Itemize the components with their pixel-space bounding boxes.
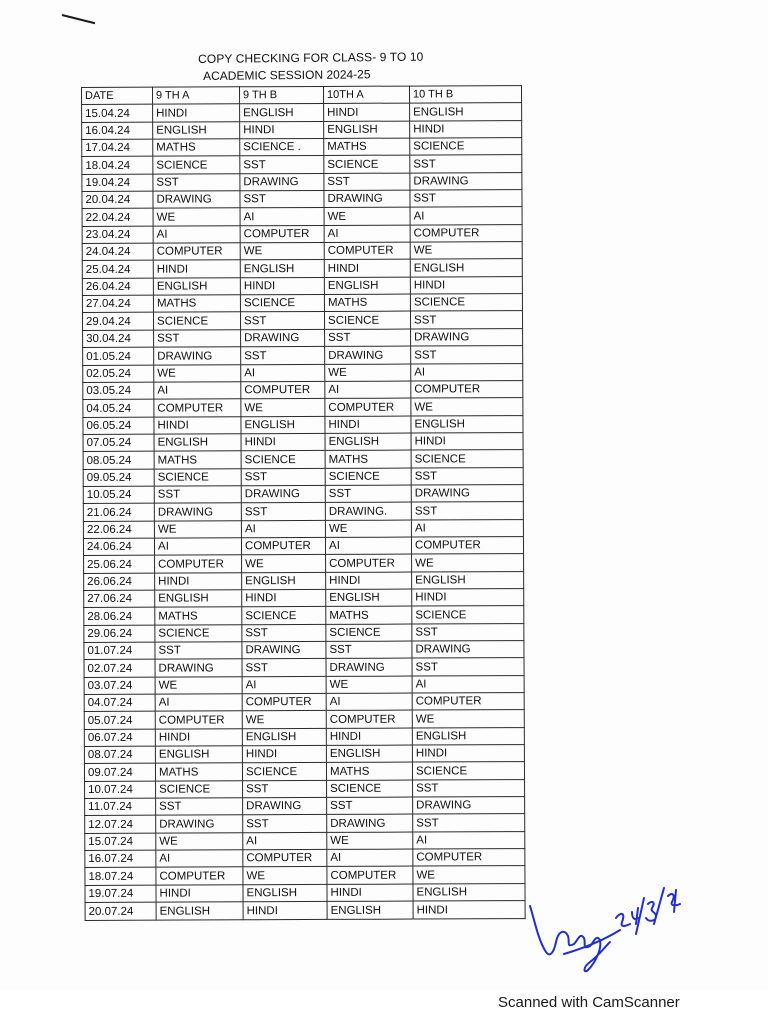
cell-date: 19.07.24 <box>85 885 156 903</box>
cell-date: 15.07.24 <box>85 833 156 851</box>
header-cell-date: DATE <box>82 87 153 105</box>
table-row <box>85 831 525 850</box>
cell-10th-a: COMPUTER <box>326 554 412 572</box>
cell-9th-b: SST <box>240 156 324 174</box>
cell-9th-a: HINDI <box>155 729 242 747</box>
cell-9th-a: ENGLISH <box>154 434 241 452</box>
cell-9th-b: HINDI <box>242 589 326 607</box>
table-row <box>85 901 525 920</box>
table-row <box>85 797 525 816</box>
cell-9th-a: AI <box>154 538 241 556</box>
cell-9th-a: AI <box>154 382 241 400</box>
cell-10th-b: SST <box>413 814 525 832</box>
table-row <box>82 224 522 243</box>
cell-9th-a: AI <box>155 694 242 712</box>
table-row <box>83 398 523 417</box>
cell-9th-b: WE <box>242 555 326 573</box>
cell-9th-a: DRAWING <box>156 815 243 833</box>
cell-9th-b: HINDI <box>243 902 327 920</box>
cell-date: 03.07.24 <box>84 677 155 695</box>
cell-10th-b: SCIENCE <box>410 294 522 312</box>
cell-date: 23.04.24 <box>82 226 153 244</box>
cell-9th-a: ENGLISH <box>156 902 243 920</box>
table-row <box>84 745 524 764</box>
cell-date: 21.06.24 <box>83 503 154 521</box>
cell-10th-b: SCIENCE <box>412 606 524 624</box>
cell-10th-a: SCIENCE <box>326 624 412 642</box>
cell-9th-a: MATHS <box>153 139 240 157</box>
cell-9th-b: AI <box>241 364 325 382</box>
cell-date: 17.04.24 <box>82 139 153 157</box>
cell-9th-a: WE <box>155 676 242 694</box>
cell-date: 16.07.24 <box>85 850 156 868</box>
cell-10th-a: AI <box>324 225 410 243</box>
cell-9th-b: COMPUTER <box>242 693 326 711</box>
cell-9th-a: MATHS <box>153 295 240 313</box>
cell-10th-a: SST <box>327 797 413 815</box>
cell-date: 01.07.24 <box>84 642 155 660</box>
table-row <box>82 276 522 295</box>
table-row <box>83 450 523 469</box>
handwritten-signature <box>524 878 684 978</box>
cell-9th-b: SST <box>242 659 326 677</box>
cell-date: 06.05.24 <box>83 417 154 435</box>
table-row <box>82 259 522 278</box>
cell-10th-b: ENGLISH <box>410 103 522 121</box>
cell-10th-a: SCIENCE <box>324 312 410 330</box>
cell-9th-b: ENGLISH <box>241 416 325 434</box>
cell-10th-b: DRAWING <box>412 641 524 659</box>
cell-date: 05.07.24 <box>84 712 155 730</box>
cell-10th-a: AI <box>325 381 411 399</box>
cell-10th-a: HINDI <box>325 416 411 434</box>
cell-10th-a: WE <box>325 364 411 382</box>
cell-9th-a: SST <box>154 486 241 504</box>
table-row <box>84 554 524 573</box>
cell-10th-b: SCIENCE <box>411 450 523 468</box>
cell-9th-a: COMPUTER <box>155 711 242 729</box>
cell-9th-a: COMPUTER <box>156 867 243 885</box>
cell-9th-b: ENGLISH <box>242 572 326 590</box>
cell-10th-b: SCIENCE <box>412 762 524 780</box>
cell-9th-b: COMPUTER <box>241 381 325 399</box>
schedule-table-wrapper <box>81 85 526 920</box>
cell-9th-a: DRAWING <box>153 191 240 209</box>
cell-10th-b: SST <box>411 502 523 520</box>
cell-10th-a: DRAWING <box>326 658 412 676</box>
cell-9th-a: SST <box>154 330 241 348</box>
table-row <box>82 103 522 122</box>
table-row <box>82 155 522 174</box>
cell-9th-b: AI <box>240 208 324 226</box>
cell-10th-b: AI <box>410 207 522 225</box>
table-row <box>82 172 522 191</box>
cell-9th-b: DRAWING <box>243 798 327 816</box>
table-row <box>83 346 523 365</box>
cell-date: 06.07.24 <box>84 729 155 747</box>
cell-10th-a: HINDI <box>324 260 410 278</box>
cell-9th-a: AI <box>156 850 243 868</box>
cell-10th-b: WE <box>413 866 525 884</box>
table-row <box>82 138 522 157</box>
cell-9th-b: SST <box>241 347 325 365</box>
table-row <box>83 328 523 347</box>
cell-9th-a: SCIENCE <box>156 781 243 799</box>
cell-date: 19.04.24 <box>82 174 153 192</box>
cell-10th-b: ENGLISH <box>413 883 525 901</box>
table-row <box>82 207 522 226</box>
cell-10th-b: HINDI <box>411 432 523 450</box>
cell-9th-a: MATHS <box>155 763 242 781</box>
cell-10th-a: AI <box>326 693 412 711</box>
table-row <box>83 537 523 556</box>
cell-9th-a: WE <box>154 520 241 538</box>
signature-stroke-date <box>616 888 680 934</box>
table-row <box>84 641 524 660</box>
cell-9th-b: SST <box>241 503 325 521</box>
cell-date: 24.04.24 <box>82 243 153 261</box>
cell-10th-b: WE <box>410 242 522 260</box>
cell-10th-b: SST <box>413 779 525 797</box>
cell-9th-b: SCIENCE <box>240 295 324 313</box>
table-row <box>84 693 524 712</box>
cell-10th-a: HINDI <box>326 728 412 746</box>
cell-9th-b: AI <box>241 520 325 538</box>
cell-10th-b: DRAWING <box>413 797 525 815</box>
cell-10th-b: COMPUTER <box>413 849 525 867</box>
cell-9th-a: WE <box>154 364 241 382</box>
cell-9th-b: SCIENCE <box>242 763 326 781</box>
cell-9th-a: HINDI <box>155 572 242 590</box>
cell-10th-a: AI <box>325 537 411 555</box>
cell-9th-a: ENGLISH <box>153 121 240 139</box>
table-row <box>82 190 522 209</box>
cell-10th-b: WE <box>412 554 524 572</box>
cell-date: 26.06.24 <box>84 573 155 591</box>
cell-9th-a: WE <box>156 833 243 851</box>
cell-9th-a: MATHS <box>154 451 241 469</box>
cell-9th-a: SCIENCE <box>153 156 240 174</box>
cell-date: 30.04.24 <box>83 330 154 348</box>
cell-10th-a: MATHS <box>324 138 410 156</box>
cell-date: 08.05.24 <box>83 451 154 469</box>
table-row <box>82 294 522 313</box>
cell-9th-b: HINDI <box>241 433 325 451</box>
cell-9th-b: HINDI <box>240 277 324 295</box>
cell-9th-a: SCIENCE <box>153 312 240 330</box>
header-cell-10th-b: 10 TH B <box>409 86 521 104</box>
cell-9th-a: SCIENCE <box>155 624 242 642</box>
cell-9th-b: AI <box>243 832 327 850</box>
cell-date: 07.05.24 <box>83 434 154 452</box>
table-row <box>82 120 522 139</box>
table-row <box>84 623 524 642</box>
table-row <box>84 675 524 694</box>
cell-9th-a: HINDI <box>154 416 241 434</box>
cell-9th-b: HINDI <box>242 745 326 763</box>
cell-9th-a: DRAWING <box>154 503 241 521</box>
cell-9th-b: WE <box>242 711 326 729</box>
cell-9th-b: SST <box>242 624 326 642</box>
cell-date: 09.07.24 <box>84 764 155 782</box>
cell-9th-b: ENGLISH <box>240 104 324 122</box>
cell-date: 20.04.24 <box>82 191 153 209</box>
cell-date: 25.04.24 <box>82 261 153 279</box>
cell-9th-b: SST <box>243 780 327 798</box>
cell-9th-b: DRAWING <box>242 641 326 659</box>
table-row <box>84 658 524 677</box>
cell-9th-b: SST <box>243 815 327 833</box>
cell-9th-b: HINDI <box>240 121 324 139</box>
table-row <box>83 380 523 399</box>
cell-10th-a: MATHS <box>326 606 412 624</box>
table-row <box>85 779 525 798</box>
scanner-watermark-text: Scanned with CamScanner <box>498 994 680 1011</box>
cell-date: 29.04.24 <box>82 313 153 331</box>
cell-10th-b: SST <box>412 658 524 676</box>
cell-9th-b: ENGLISH <box>243 884 327 902</box>
table-row <box>84 727 524 746</box>
cell-date: 04.05.24 <box>83 399 154 417</box>
cell-date: 15.04.24 <box>82 105 153 123</box>
cell-10th-a: WE <box>324 207 410 225</box>
cell-10th-a: ENGLISH <box>326 745 412 763</box>
cell-10th-b: DRAWING <box>411 328 523 346</box>
cell-10th-a: MATHS <box>326 762 412 780</box>
cell-10th-b: HINDI <box>410 120 522 138</box>
cell-date: 27.04.24 <box>82 295 153 313</box>
cell-10th-b: SCIENCE <box>410 138 522 156</box>
table-row <box>82 242 522 261</box>
cell-date: 20.07.24 <box>85 902 156 920</box>
cell-9th-b: DRAWING <box>241 329 325 347</box>
cell-10th-b: AI <box>411 363 523 381</box>
cell-9th-a: DRAWING <box>155 659 242 677</box>
cell-10th-a: ENGLISH <box>326 589 412 607</box>
cell-date: 26.04.24 <box>82 278 153 296</box>
cell-9th-b: SST <box>240 312 324 330</box>
cell-date: 02.05.24 <box>83 365 154 383</box>
header-cell-9th-b: 9 TH B <box>240 86 324 104</box>
cell-10th-b: SST <box>412 623 524 641</box>
cell-10th-b: HINDI <box>410 276 522 294</box>
cell-10th-b: HINDI <box>412 745 524 763</box>
cell-10th-a: SST <box>326 641 412 659</box>
cell-10th-b: SST <box>410 155 522 173</box>
header-cell-9th-a: 9 TH A <box>153 87 240 105</box>
document-subtitle: ACADEMIC SESSION 2024-25 <box>203 67 371 83</box>
cell-date: 22.04.24 <box>82 209 153 227</box>
cell-10th-b: ENGLISH <box>412 571 524 589</box>
cell-10th-b: SST <box>410 190 522 208</box>
header-cell-10th-a: 10TH A <box>323 86 409 104</box>
cell-date: 27.06.24 <box>84 590 155 608</box>
cell-date: 11.07.24 <box>85 798 156 816</box>
cell-10th-a: MATHS <box>325 450 411 468</box>
cell-10th-b: AI <box>412 675 524 693</box>
cell-date: 10.07.24 <box>85 781 156 799</box>
cell-date: 16.04.24 <box>82 122 153 140</box>
cell-date: 18.04.24 <box>82 157 153 175</box>
cell-10th-b: HINDI <box>413 901 525 919</box>
table-row <box>84 762 524 781</box>
cell-10th-a: DRAWING. <box>325 502 411 520</box>
cell-date: 08.07.24 <box>84 746 155 764</box>
cell-date: 22.06.24 <box>83 521 154 539</box>
cell-10th-a: HINDI <box>326 572 412 590</box>
cell-date: 12.07.24 <box>85 816 156 834</box>
cell-10th-a: SST <box>324 173 410 191</box>
table-row <box>83 467 523 486</box>
cell-9th-b: SST <box>240 191 324 209</box>
cell-10th-b: ENGLISH <box>412 727 524 745</box>
cell-10th-b: HINDI <box>412 589 524 607</box>
cell-10th-a: SST <box>325 329 411 347</box>
cell-10th-b: WE <box>412 710 524 728</box>
cell-9th-a: MATHS <box>155 607 242 625</box>
cell-date: 03.05.24 <box>83 382 154 400</box>
cell-9th-b: ENGLISH <box>240 260 324 278</box>
cell-9th-b: WE <box>240 243 324 261</box>
cell-10th-b: SST <box>411 467 523 485</box>
cell-10th-b: ENGLISH <box>411 415 523 433</box>
signature-stroke-name <box>530 906 610 971</box>
cell-9th-a: SCIENCE <box>154 468 241 486</box>
table-row <box>85 883 525 902</box>
table-row <box>82 311 522 330</box>
cell-9th-a: DRAWING <box>154 347 241 365</box>
cell-9th-b: SST <box>241 468 325 486</box>
cell-10th-b: COMPUTER <box>411 380 523 398</box>
table-row <box>85 814 525 833</box>
cell-9th-a: SST <box>156 798 243 816</box>
cell-10th-b: SST <box>410 311 522 329</box>
cell-9th-a: WE <box>153 208 240 226</box>
cell-9th-b: COMPUTER <box>241 537 325 555</box>
cell-9th-b: SCIENCE <box>242 607 326 625</box>
cell-9th-a: ENGLISH <box>155 590 242 608</box>
cell-date: 01.05.24 <box>83 347 154 365</box>
cell-10th-a: COMPUTER <box>327 867 413 885</box>
pen-stroke-mark <box>62 14 95 24</box>
cell-9th-b: SCIENCE <box>241 451 325 469</box>
cell-10th-b: DRAWING <box>410 172 522 190</box>
cell-9th-b: WE <box>241 399 325 417</box>
cell-date: 02.07.24 <box>84 660 155 678</box>
cell-date: 09.05.24 <box>83 469 154 487</box>
copy-checking-schedule-table <box>81 85 526 920</box>
table-row <box>83 363 523 382</box>
cell-10th-a: COMPUTER <box>326 710 412 728</box>
cell-9th-a: COMPUTER <box>153 243 240 261</box>
cell-10th-b: SST <box>411 346 523 364</box>
cell-10th-b: DRAWING <box>411 484 523 502</box>
cell-date: 25.06.24 <box>84 555 155 573</box>
cell-9th-a: SST <box>155 642 242 660</box>
cell-10th-b: AI <box>411 519 523 537</box>
cell-9th-a: COMPUTER <box>155 555 242 573</box>
cell-10th-a: SST <box>325 485 411 503</box>
cell-9th-b: WE <box>243 867 327 885</box>
cell-10th-a: ENGLISH <box>324 277 410 295</box>
cell-10th-a: ENGLISH <box>324 121 410 139</box>
cell-9th-a: AI <box>153 226 240 244</box>
cell-10th-a: COMPUTER <box>325 398 411 416</box>
cell-9th-a: ENGLISH <box>153 278 240 296</box>
cell-10th-a: WE <box>325 520 411 538</box>
table-row <box>85 866 525 885</box>
table-row <box>83 484 523 503</box>
table-row <box>85 849 525 868</box>
table-row <box>83 502 523 521</box>
cell-date: 24.06.24 <box>83 538 154 556</box>
cell-date: 29.06.24 <box>84 625 155 643</box>
cell-9th-b: DRAWING <box>241 485 325 503</box>
cell-date: 04.07.24 <box>84 694 155 712</box>
cell-10th-b: COMPUTER <box>411 537 523 555</box>
cell-9th-b: DRAWING <box>240 173 324 191</box>
schedule-table-body <box>82 86 526 920</box>
cell-9th-a: SST <box>153 174 240 192</box>
cell-10th-b: ENGLISH <box>410 259 522 277</box>
cell-10th-a: DRAWING <box>325 346 411 364</box>
cell-10th-a: SCIENCE <box>324 155 410 173</box>
cell-9th-a: COMPUTER <box>154 399 241 417</box>
cell-10th-a: ENGLISH <box>327 901 413 919</box>
table-row <box>83 415 523 434</box>
cell-9th-b: COMPUTER <box>243 850 327 868</box>
table-row <box>84 710 524 729</box>
cell-10th-a: COMPUTER <box>324 242 410 260</box>
table-row <box>84 571 524 590</box>
cell-9th-b: ENGLISH <box>242 728 326 746</box>
cell-date: 10.05.24 <box>83 486 154 504</box>
cell-10th-b: COMPUTER <box>412 693 524 711</box>
cell-10th-a: SCIENCE <box>327 780 413 798</box>
cell-date: 18.07.24 <box>85 868 156 886</box>
table-row <box>84 589 524 608</box>
cell-10th-a: DRAWING <box>324 190 410 208</box>
cell-10th-a: SCIENCE <box>325 468 411 486</box>
cell-9th-a: HINDI <box>156 885 243 903</box>
cell-10th-b: AI <box>413 831 525 849</box>
cell-10th-a: ENGLISH <box>325 433 411 451</box>
cell-9th-a: ENGLISH <box>155 746 242 764</box>
cell-9th-b: AI <box>242 676 326 694</box>
cell-10th-a: MATHS <box>324 294 410 312</box>
cell-10th-a: HINDI <box>324 103 410 121</box>
cell-10th-b: COMPUTER <box>410 224 522 242</box>
document-title: COPY CHECKING FOR CLASS- 9 TO 10 <box>198 49 424 66</box>
table-header-row <box>82 86 522 105</box>
cell-10th-a: HINDI <box>327 884 413 902</box>
table-row <box>83 432 523 451</box>
table-row <box>84 606 524 625</box>
cell-10th-a: DRAWING <box>327 814 413 832</box>
cell-date: 28.06.24 <box>84 607 155 625</box>
cell-10th-a: AI <box>327 849 413 867</box>
cell-10th-a: WE <box>326 676 412 694</box>
cell-9th-b: SCIENCE . <box>240 138 324 156</box>
cell-9th-a: HINDI <box>153 104 240 122</box>
cell-10th-b: WE <box>411 398 523 416</box>
cell-9th-a: HINDI <box>153 260 240 278</box>
cell-10th-a: WE <box>327 832 413 850</box>
table-row <box>83 519 523 538</box>
cell-9th-b: COMPUTER <box>240 225 324 243</box>
